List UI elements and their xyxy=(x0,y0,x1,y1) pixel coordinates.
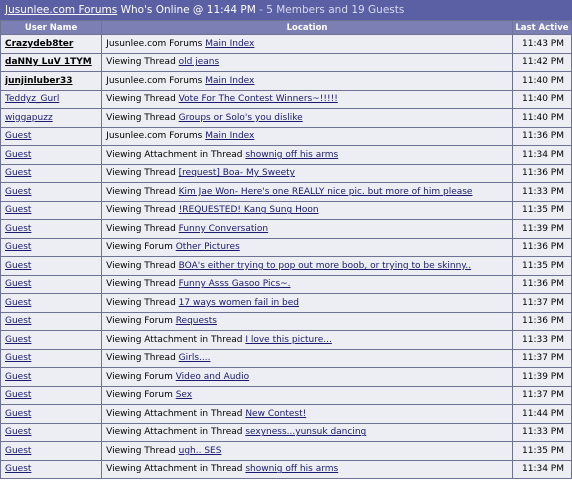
location-link[interactable]: Sex xyxy=(175,390,193,401)
last-active-time: 11:36 PM xyxy=(513,276,571,294)
location-prefix: Viewing Forum xyxy=(106,371,176,382)
user-cell xyxy=(1,276,101,294)
table-row xyxy=(1,331,571,349)
location-link[interactable]: 17 ways women fail in bed xyxy=(178,297,300,308)
user-cell xyxy=(1,313,101,331)
location-cell xyxy=(102,442,512,460)
user-cell xyxy=(1,183,101,201)
user-name-link[interactable]: wiggapuzz xyxy=(5,112,53,123)
user-name-link[interactable]: Guest xyxy=(5,205,32,216)
location-link[interactable]: !REQUESTED! Kang Sung Hoon xyxy=(178,205,319,216)
location-cell xyxy=(102,257,512,275)
user-name-link[interactable]: Guest xyxy=(5,242,32,253)
location-link[interactable]: Funny Conversation xyxy=(178,223,269,234)
location-link[interactable]: old jeans xyxy=(178,57,220,68)
location-cell xyxy=(102,331,512,349)
user-cell xyxy=(1,202,101,220)
user-name-link[interactable]: Guest xyxy=(5,445,32,456)
location-prefix: Jusunlee.com Forums xyxy=(106,38,206,49)
forum-home-link[interactable]: Jusunlee.com Forums xyxy=(5,4,118,16)
table-row xyxy=(1,165,571,183)
location-cell xyxy=(102,72,512,90)
location-cell xyxy=(102,239,512,257)
location-prefix: Viewing Thread xyxy=(106,445,179,456)
user-name-link[interactable]: Guest xyxy=(5,464,32,475)
user-name-link[interactable]: Guest xyxy=(5,279,32,290)
table-row xyxy=(1,257,571,275)
location-prefix: Viewing Attachment in Thread xyxy=(106,149,246,160)
location-cell xyxy=(102,202,512,220)
location-link[interactable]: [request] Boa- My Sweety xyxy=(178,168,295,179)
user-name-link[interactable]: Guest xyxy=(5,390,32,401)
user-cell xyxy=(1,387,101,405)
location-cell xyxy=(102,54,512,72)
user-name-link[interactable]: Guest xyxy=(5,297,32,308)
location-link[interactable]: sexyness...yunsuk dancing xyxy=(245,427,367,438)
table-header-row xyxy=(1,21,571,34)
user-cell xyxy=(1,146,101,164)
last-active-time: 11:36 PM xyxy=(513,239,571,257)
user-cell xyxy=(1,54,101,72)
location-cell xyxy=(102,91,512,109)
user-name-link[interactable]: Guest xyxy=(5,371,32,382)
table-row xyxy=(1,183,571,201)
user-name-link[interactable]: Guest xyxy=(5,186,32,197)
table-row xyxy=(1,276,571,294)
user-cell xyxy=(1,72,101,90)
table-row xyxy=(1,424,571,442)
last-active-time: 11:39 PM xyxy=(513,368,571,386)
location-prefix: Viewing Thread xyxy=(106,168,179,179)
user-name-link[interactable]: Guest xyxy=(5,223,32,234)
location-cell xyxy=(102,35,512,53)
table-row xyxy=(1,220,571,238)
online-stats: - 5 Members and 19 Guests xyxy=(255,4,405,16)
location-cell xyxy=(102,387,512,405)
location-prefix: Viewing Forum xyxy=(106,390,176,401)
last-active-time: 11:33 PM xyxy=(513,424,571,442)
last-active-time: 11:43 PM xyxy=(513,35,571,53)
user-cell xyxy=(1,257,101,275)
user-name-link[interactable]: Guest xyxy=(5,260,32,271)
location-prefix: Viewing Thread xyxy=(106,205,179,216)
location-prefix: Viewing Thread xyxy=(106,260,179,271)
location-prefix: Viewing Thread xyxy=(106,186,179,197)
location-link[interactable]: BOA's either trying to pop out more boob, or trying to be skinny.. xyxy=(178,260,472,271)
location-prefix: Viewing Thread xyxy=(106,57,179,68)
last-active-time: 11:36 PM xyxy=(513,128,571,146)
user-name-link[interactable]: Crazydeb8ter xyxy=(5,38,74,49)
last-active-time: 11:39 PM xyxy=(513,220,571,238)
location-cell xyxy=(102,109,512,127)
location-prefix: Viewing Attachment in Thread xyxy=(106,408,246,419)
last-active-time: 11:37 PM xyxy=(513,387,571,405)
user-cell xyxy=(1,294,101,312)
table-row xyxy=(1,368,571,386)
location-prefix: Viewing Thread xyxy=(106,279,179,290)
user-cell xyxy=(1,128,101,146)
last-active-time: 11:37 PM xyxy=(513,294,571,312)
location-cell xyxy=(102,220,512,238)
user-name-link[interactable]: Guest xyxy=(5,427,32,438)
last-active-time: 11:35 PM xyxy=(513,257,571,275)
location-prefix: Viewing Attachment in Thread xyxy=(106,427,246,438)
user-name-link[interactable]: Guest xyxy=(5,149,32,160)
table-row xyxy=(1,202,571,220)
location-link[interactable]: Main Index xyxy=(205,38,255,49)
location-prefix: Viewing Thread xyxy=(106,297,179,308)
last-active-time: 11:40 PM xyxy=(513,72,571,90)
table-row xyxy=(1,91,571,109)
user-cell xyxy=(1,350,101,368)
location-prefix: Jusunlee.com Forums xyxy=(106,75,206,86)
location-cell xyxy=(102,276,512,294)
location-link[interactable]: Main Index xyxy=(205,131,255,142)
location-cell xyxy=(102,294,512,312)
table-row xyxy=(1,35,571,53)
whos-online-header xyxy=(0,0,572,20)
table-row xyxy=(1,405,571,423)
user-name-link[interactable]: daNNy LuV 1TYM xyxy=(5,57,92,68)
location-link[interactable]: Other Pictures xyxy=(175,242,240,253)
table-row xyxy=(1,294,571,312)
table-row xyxy=(1,72,571,90)
last-active-time: 11:33 PM xyxy=(513,183,571,201)
location-prefix: Viewing Thread xyxy=(106,112,179,123)
last-active-time: 11:34 PM xyxy=(513,146,571,164)
location-cell xyxy=(102,350,512,368)
user-name-link[interactable]: Guest xyxy=(5,353,32,364)
last-active-time: 11:37 PM xyxy=(513,350,571,368)
location-link[interactable]: Main Index xyxy=(205,75,255,86)
table-row xyxy=(1,313,571,331)
table-row xyxy=(1,109,571,127)
table-row xyxy=(1,387,571,405)
table-row xyxy=(1,128,571,146)
last-active-time: 11:34 PM xyxy=(513,461,571,479)
user-name-link[interactable]: Guest xyxy=(5,131,32,142)
user-name-link[interactable]: Guest xyxy=(5,408,32,419)
column-header-last-active[interactable]: Last Active xyxy=(513,21,571,34)
user-cell xyxy=(1,91,101,109)
user-cell xyxy=(1,239,101,257)
location-cell xyxy=(102,461,512,479)
location-prefix: Viewing Attachment in Thread xyxy=(106,464,246,475)
user-cell xyxy=(1,220,101,238)
table-row xyxy=(1,461,571,479)
location-cell xyxy=(102,146,512,164)
table-row xyxy=(1,442,571,460)
location-link[interactable]: I love this picture... xyxy=(245,334,332,345)
location-cell xyxy=(102,183,512,201)
location-link[interactable]: Video and Audio xyxy=(175,371,250,382)
location-link[interactable]: New Contest! xyxy=(245,408,307,419)
header-title: Who's Online @ 11:44 PM xyxy=(117,4,256,16)
column-header-user[interactable]: User Name xyxy=(1,21,101,34)
online-users-table xyxy=(0,20,572,479)
location-prefix: Viewing Thread xyxy=(106,94,179,105)
last-active-time: 11:36 PM xyxy=(513,313,571,331)
online-users-list xyxy=(1,35,571,478)
location-cell xyxy=(102,368,512,386)
location-link[interactable]: shownig off his arms xyxy=(245,464,339,475)
location-prefix: Viewing Forum xyxy=(106,242,176,253)
location-link[interactable]: Funny Asss Gasoo Pics~. xyxy=(178,279,291,290)
location-link[interactable]: shownig off his arms xyxy=(245,149,339,160)
location-link[interactable]: Requests xyxy=(175,316,217,327)
user-cell xyxy=(1,461,101,479)
last-active-time: 11:40 PM xyxy=(513,91,571,109)
user-cell xyxy=(1,368,101,386)
user-name-link[interactable]: Guest xyxy=(5,334,32,345)
last-active-time: 11:40 PM xyxy=(513,109,571,127)
user-name-link[interactable]: Teddyz_Gurl xyxy=(5,94,60,105)
user-name-link[interactable]: Guest xyxy=(5,168,32,179)
user-cell xyxy=(1,35,101,53)
user-name-link[interactable]: junjinluber33 xyxy=(5,75,73,86)
last-active-time: 11:35 PM xyxy=(513,442,571,460)
location-link[interactable]: Girls.... xyxy=(178,353,211,364)
location-cell xyxy=(102,424,512,442)
location-link[interactable]: ugh.. SES xyxy=(178,445,222,456)
location-cell xyxy=(102,165,512,183)
location-cell xyxy=(102,128,512,146)
column-header-location[interactable]: Location xyxy=(102,21,512,34)
last-active-time: 11:42 PM xyxy=(513,54,571,72)
user-cell xyxy=(1,405,101,423)
user-cell xyxy=(1,442,101,460)
table-row xyxy=(1,146,571,164)
location-cell xyxy=(102,405,512,423)
location-link[interactable]: Vote For The Contest Winners~!!!!! xyxy=(178,94,338,105)
location-link[interactable]: Groups or Solo's you dislike xyxy=(178,112,303,123)
last-active-time: 11:44 PM xyxy=(513,405,571,423)
user-name-link[interactable]: Guest xyxy=(5,316,32,327)
last-active-time: 11:33 PM xyxy=(513,331,571,349)
location-prefix: Viewing Forum xyxy=(106,316,176,327)
user-cell xyxy=(1,165,101,183)
location-cell xyxy=(102,313,512,331)
last-active-time: 11:35 PM xyxy=(513,202,571,220)
user-cell xyxy=(1,109,101,127)
location-prefix: Viewing Attachment in Thread xyxy=(106,334,246,345)
location-prefix: Jusunlee.com Forums xyxy=(106,131,206,142)
location-prefix: Viewing Thread xyxy=(106,223,179,234)
table-row xyxy=(1,239,571,257)
last-active-time: 11:36 PM xyxy=(513,165,571,183)
table-row xyxy=(1,54,571,72)
user-cell xyxy=(1,424,101,442)
location-prefix: Viewing Thread xyxy=(106,353,179,364)
location-link[interactable]: Kim Jae Won- Here's one REALLY nice pic. but more of him please xyxy=(178,186,473,197)
user-cell xyxy=(1,331,101,349)
table-row xyxy=(1,350,571,368)
